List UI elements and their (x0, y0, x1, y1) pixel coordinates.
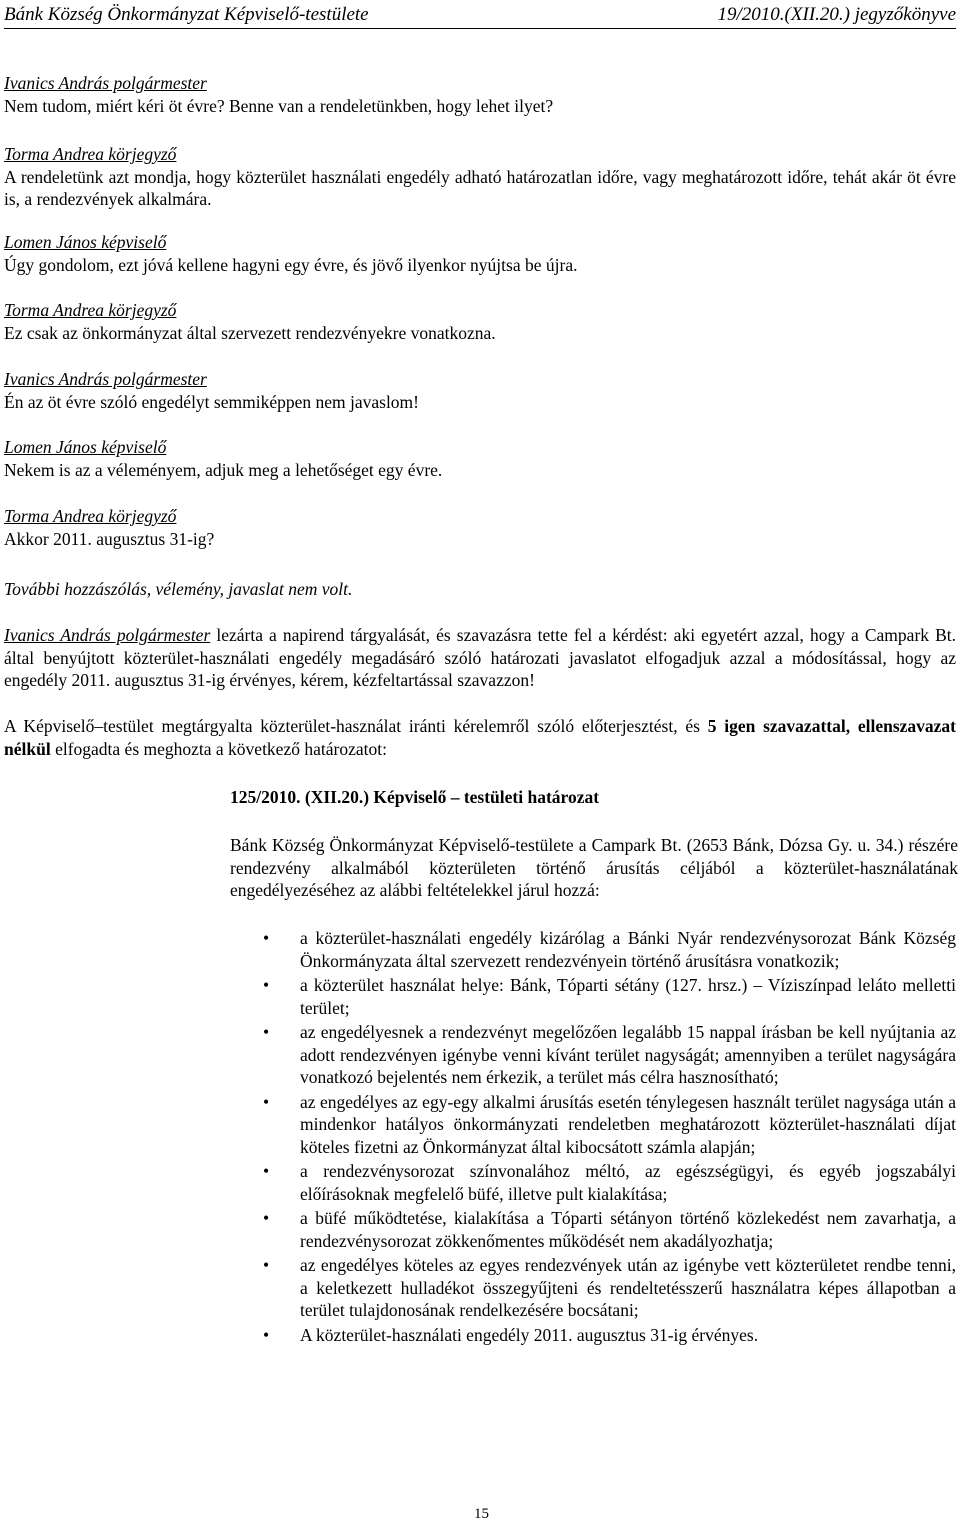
vote-count: 5 igen szavazattal, ellenszavazat nélkül (4, 716, 957, 759)
vote-call-paragraph (4, 624, 956, 692)
dialogue-entry (4, 231, 956, 276)
page-header (4, 4, 956, 29)
header-minutes-id: 19/2010.(XII.20.) jegyzőkönyve (717, 4, 956, 25)
dialogue-entry (4, 368, 956, 413)
speaker-name: Ivanics András polgármester (4, 73, 207, 93)
condition-text: a rendezvénysorozat színvonalához méltó, az egészségügyi, és egyéb jogszabályi előírásoknak megfelelő büfé, illetve pult kialakítása; (300, 1161, 956, 1204)
list-item (4, 1160, 956, 1205)
condition-text: az engedélyes az egy-egy alkalmi árusítás esetén ténylegesen használt terület nagysága után a mindenkor hatályos önkormányzati rendeletben meghatározott közterület-használati díjat köteles fizetni az Önkormányzat által kibocsátott számla alapján; (300, 1091, 956, 1157)
list-item (4, 974, 956, 1019)
list-item (4, 1254, 956, 1322)
speaker-name: Ivanics András polgármester (4, 369, 207, 389)
dialogue-entry (4, 299, 956, 344)
page-number: 15 (474, 1506, 489, 1522)
vote-result-outro: elfogadta és meghozta a következő határozatot: (50, 738, 387, 759)
speaker-text: Nem tudom, miért kéri öt évre? Benne van a rendeletünkben, hogy lehet ilyet? (4, 95, 554, 116)
speaker-name: Torma Andrea körjegyző (4, 144, 177, 164)
condition-text: A közterület-használati engedély 2011. augusztus 31-ig érvényes. (300, 1324, 759, 1345)
vote-result-intro: A Képviselő–testület megtárgyalta közterület-használat iránti kérelemről szóló előterjesztést, és (4, 716, 708, 736)
list-item (4, 1091, 956, 1159)
condition-text: az engedélyesnek a rendezvényt megelőzően legalább 15 nappal írásban be kell nyújtania az adott rendezvényen igénybe venni kívánt terület nagyságát; amennyiben a terület nagyságára vonatkozó bejelentés nem érkezik, a terület más célra hasznosítható; (300, 1022, 956, 1087)
bullet-icon: • (263, 1091, 270, 1112)
resolution-text: Bánk Község Önkormányzat Képviselő-testülete a Campark Bt. (2653 Bánk, Dózsa Gy. u. 34.) részére rendezvény alkalmából közterületen történő árusítás céljából a közterület-használatának engedélyezéséhez az alábbi feltételekkel járul hozzá: (230, 835, 958, 900)
condition-text: a közterület használat helye: Bánk, Tóparti sétány (127. hrsz.) – Víziszínpad leláto melletti terület; (300, 975, 956, 1018)
no-more-comments: További hozzászólás, vélemény, javaslat nem volt. (4, 579, 353, 599)
list-item (4, 1324, 956, 1347)
vote-result-paragraph (4, 715, 956, 760)
speaker-text: A rendeletünk azt mondja, hogy közterület használati engedély adható határozatlan időre, vagy meghatározott időre, tehát akár öt évre is, a rendezvények alkalmára. (4, 166, 956, 209)
speaker-text: Én az öt évre szóló engedélyt semmiképpen nem javaslom! (4, 391, 420, 412)
speaker-name: Lomen János képviselő (4, 437, 167, 457)
bullet-icon: • (263, 1161, 270, 1181)
dialogue-entry (4, 72, 956, 117)
bullet-icon: • (263, 928, 270, 948)
speaker-name: Lomen János képviselő (4, 232, 167, 252)
list-item (4, 1021, 956, 1089)
condition-text: a büfé működtetése, kialakítása a Tóparti sétányon történő közlekedést nem zavarhatja, a rendezvénysorozat zökkenőmentes működését nem akadályozhatja; (300, 1208, 956, 1251)
vote-call-text: lezárta a napirend tárgyalását, és szavazásra tette fel a kérdést: aki egyetért azzal, hogy a Campark Bt. által benyújtott közterület-használati engedély megadásáró szóló határozati javaslatot elfogadjuk azzal a módosítással, hogy az engedély 2011. augusztus 31-ig érvényes, kérem, kézfeltartással szavazzon! (4, 625, 957, 690)
resolution-title: 125/2010. (XII.20.) Képviselő – testületi határozat (230, 787, 600, 807)
speaker-text: Akkor 2011. augusztus 31-ig? (4, 528, 215, 549)
conditions-list (4, 927, 956, 1348)
dialogue-entry (4, 505, 956, 550)
list-item (4, 927, 956, 972)
list-item (4, 1207, 956, 1252)
speaker-text: Úgy gondolom, ezt jóvá kellene hagyni egy évre, és jövő ilyenkor nyújtsa be újra. (4, 254, 578, 275)
condition-text: az engedélyes köteles az egyes rendezvények után az igénybe vett közterületet rendbe tenni, a keletkezett hulladékot összegyűjteni és rendeltetésszerű használatra képes állapotban a terület tulajdonosának rendelkezésére bocsátani; (300, 1255, 956, 1320)
speaker-text: Ez csak az önkormányzat által szervezett rendezvényekre vonatkozna. (4, 322, 496, 343)
condition-text: a közterület-használati engedély kizárólag a Bánki Nyár rendezvénysorozat Bánk Község Önkormányzata által szervezett rendezvényein történő árusításra vonatkozik; (300, 928, 956, 971)
speaker-name: Torma Andrea körjegyző (4, 506, 177, 526)
speaker-text: Nekem is az a véleményem, adjuk meg a lehetőséget egy évre. (4, 459, 443, 480)
bullet-icon: • (263, 975, 270, 995)
header-title: Bánk Község Önkormányzat Képviselő-testülete (4, 4, 369, 25)
bullet-icon: • (263, 1022, 270, 1042)
speaker-name: Torma Andrea körjegyző (4, 300, 177, 320)
bullet-icon: • (263, 1324, 270, 1345)
bullet-icon: • (263, 1255, 270, 1275)
dialogue-entry (4, 436, 956, 481)
bullet-icon: • (263, 1208, 270, 1228)
speaker-name: Ivanics András polgármester (4, 625, 211, 645)
dialogue-entry (4, 143, 956, 211)
